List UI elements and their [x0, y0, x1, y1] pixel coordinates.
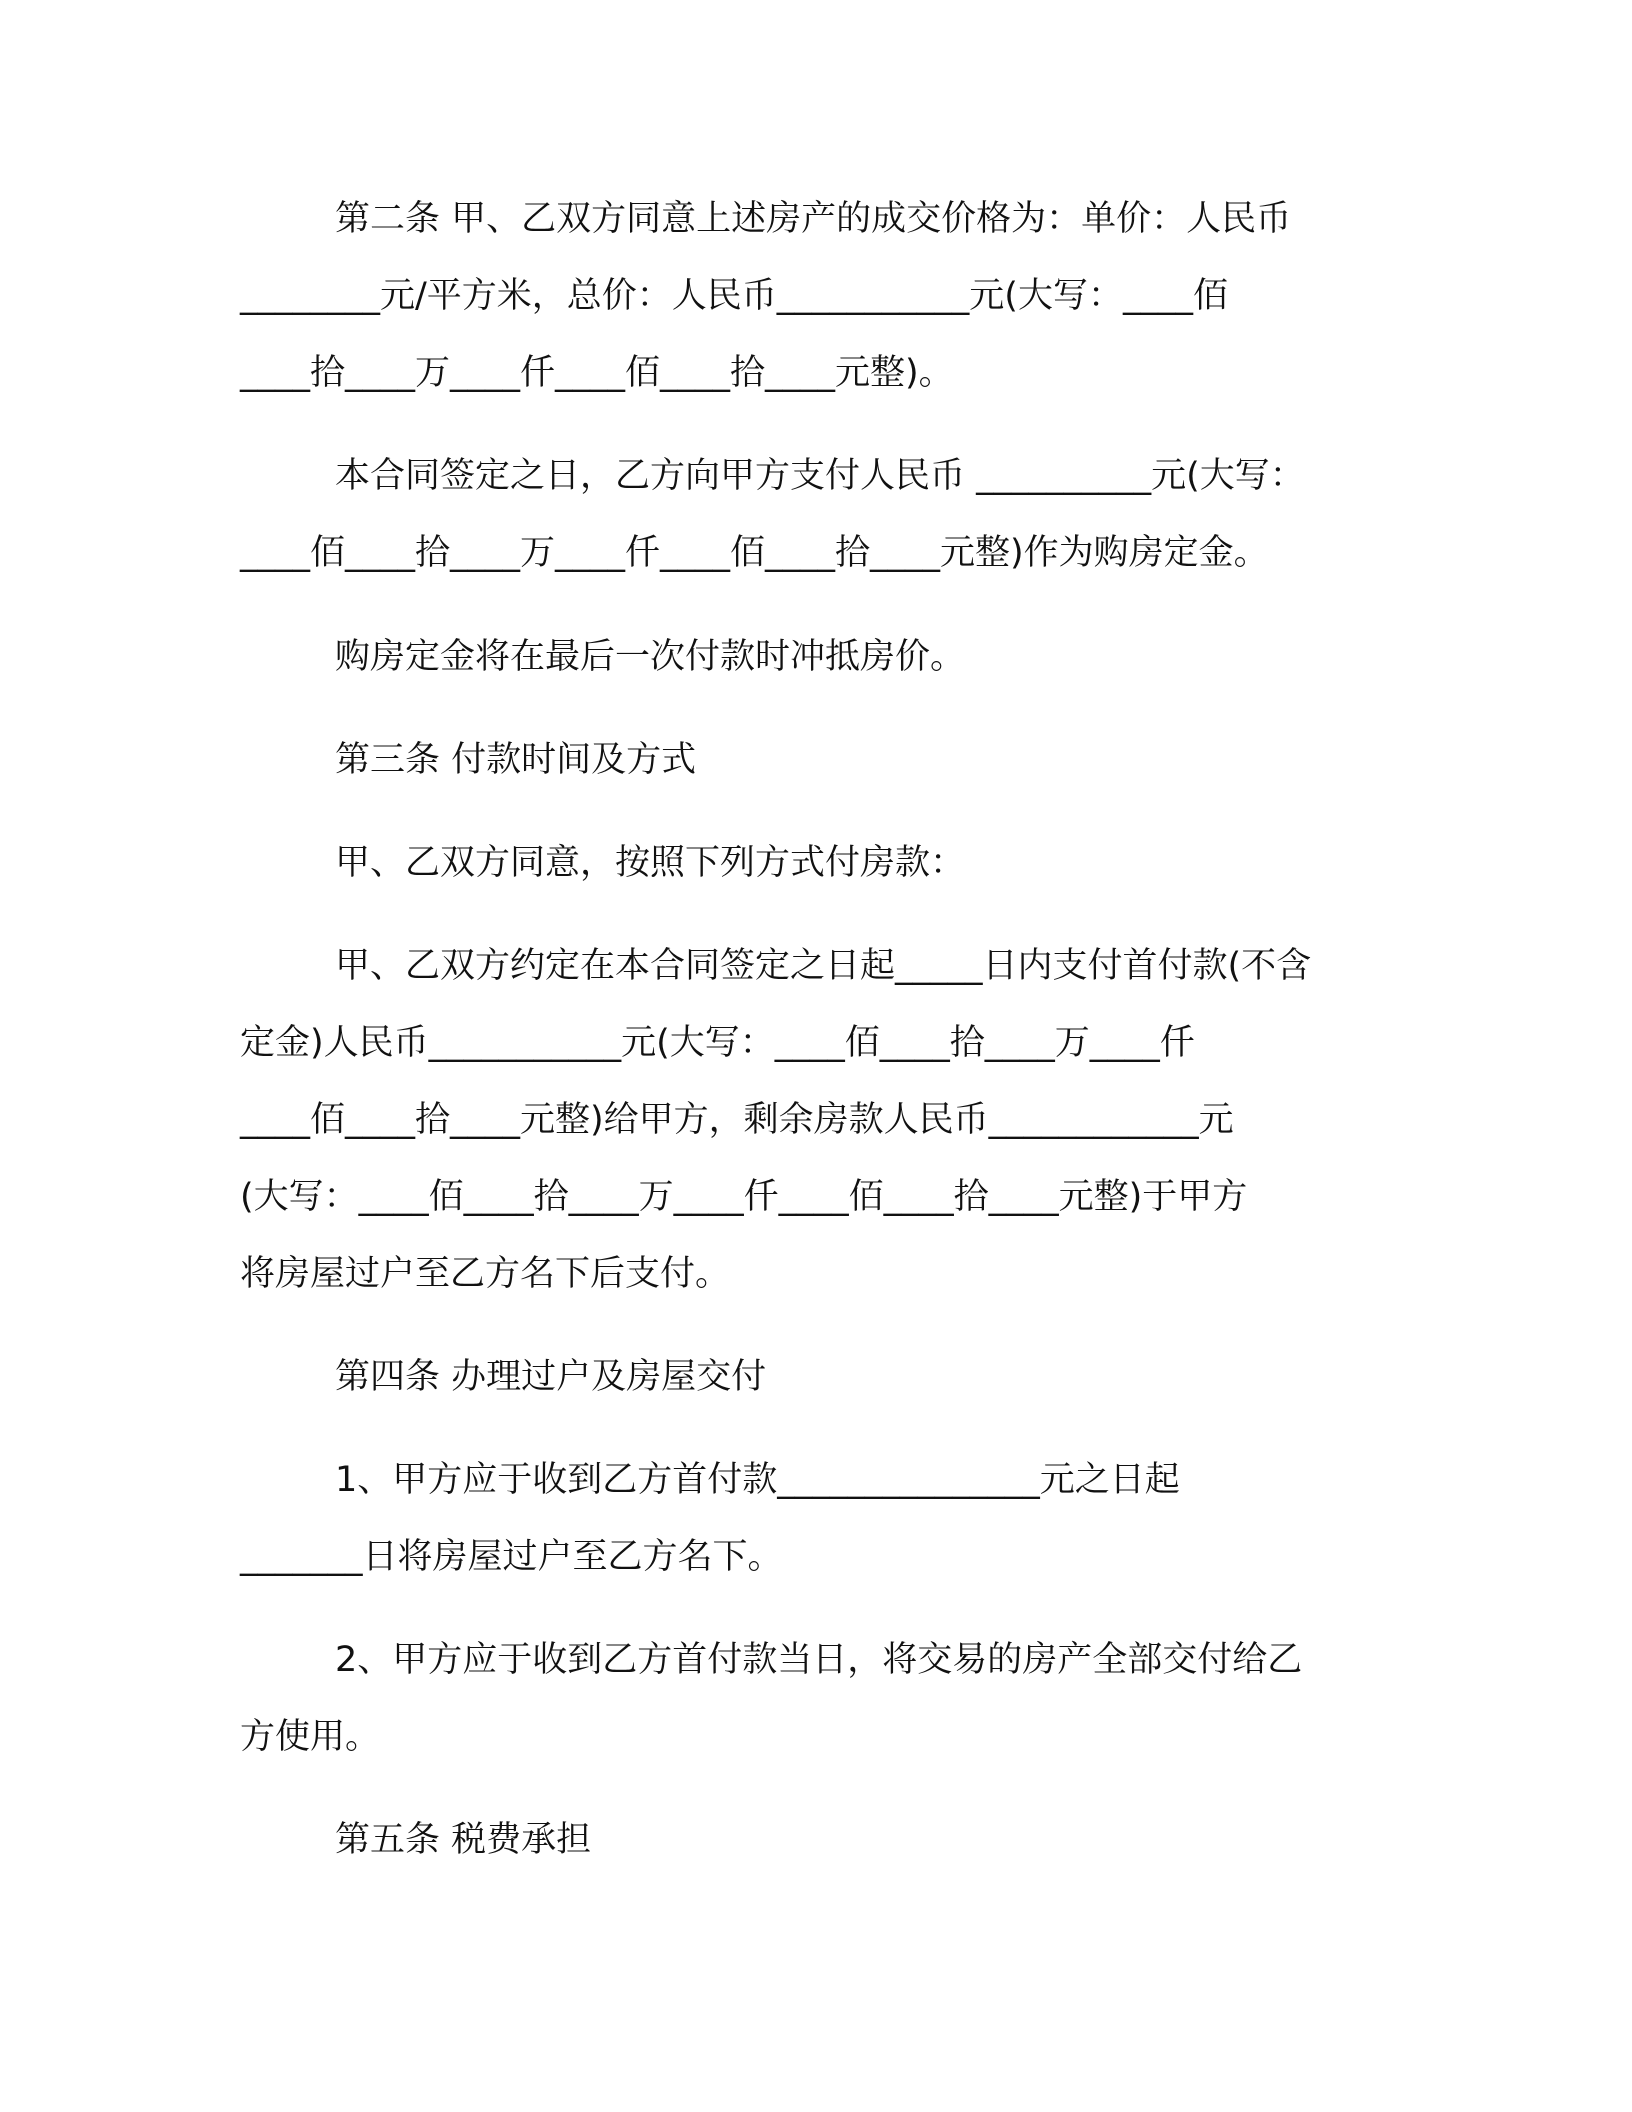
article-4-heading: 第四条 办理过户及房屋交付 — [335, 1357, 767, 1397]
transfer-clause-1-line-1: 1、甲方应于收到乙方首付款_______________元之日起 — [335, 1460, 1180, 1500]
article-5-heading: 第五条 税费承担 — [335, 1820, 592, 1860]
transfer-clause-2-line-2: 方使用。 — [240, 1717, 381, 1757]
article-2-line-2: ________元/平方米，总价：人民币___________元(大写：____佰 — [240, 276, 1228, 316]
deposit-line-1: 本合同签定之日，乙方向甲方支付人民币 __________元(大写： — [335, 456, 1305, 496]
payment-line-5: 将房屋过户至乙方名下后支付。 — [240, 1254, 731, 1294]
payment-line-3: ____佰____拾____元整)给甲方，剩余房款人民币____________元 — [240, 1100, 1234, 1140]
transfer-clause-1-line-2: _______日将房屋过户至乙方名下。 — [240, 1537, 783, 1577]
transfer-clause-2-line-1: 2、甲方应于收到乙方首付款当日，将交易的房产全部交付给乙 — [335, 1640, 1303, 1680]
payment-intro-line: 甲、乙双方同意，按照下列方式付房款： — [335, 843, 966, 883]
deposit-offset-line: 购房定金将在最后一次付款时冲抵房价。 — [335, 637, 966, 677]
article-2-line-1: 第二条 甲、乙双方同意上述房产的成交价格为：单价：人民币 — [335, 199, 1292, 239]
article-2-line-3: ____拾____万____仟____佰____拾____元整)。 — [240, 353, 954, 393]
deposit-line-2: ____佰____拾____万____仟____佰____拾____元整)作为购房定金。 — [240, 533, 1269, 573]
payment-line-2: 定金)人民币___________元(大写：____佰____拾____万____仟 — [240, 1023, 1195, 1063]
payment-line-1: 甲、乙双方约定在本合同签定之日起_____日内支付首付款(不含 — [335, 946, 1312, 986]
article-3-heading: 第三条 付款时间及方式 — [335, 740, 697, 780]
payment-line-4: (大写：____佰____拾____万____仟____佰____拾____元整)于甲方 — [240, 1177, 1248, 1217]
